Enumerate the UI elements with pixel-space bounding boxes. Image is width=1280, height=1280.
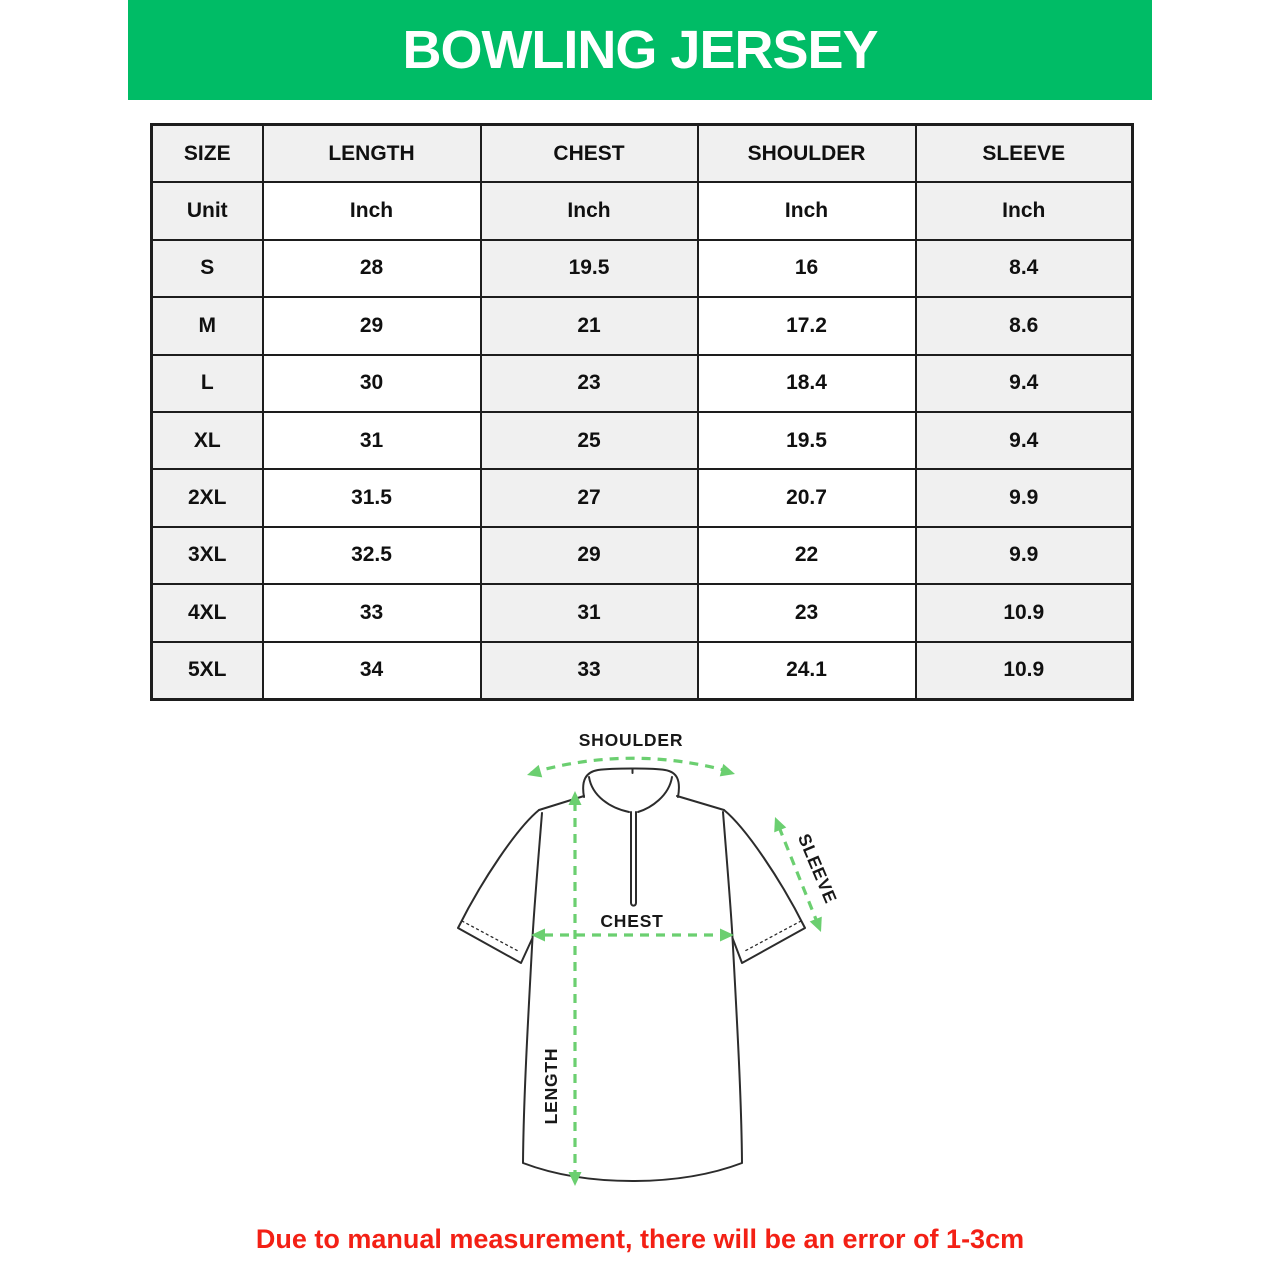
sleeve-label: SLEEVE bbox=[793, 830, 842, 907]
table-cell: 21 bbox=[481, 297, 698, 354]
shoulder-arrow bbox=[531, 758, 731, 773]
right-sleeve bbox=[724, 810, 805, 963]
table-cell: 9.9 bbox=[916, 527, 1133, 584]
table-cell: 27 bbox=[481, 469, 698, 526]
table-cell: 9.9 bbox=[916, 469, 1133, 526]
table-cell: 19.5 bbox=[698, 412, 916, 469]
column-header-sleeve: SLEEVE bbox=[916, 125, 1133, 183]
table-cell: 31 bbox=[263, 412, 481, 469]
table-row bbox=[152, 412, 1133, 469]
table-cell: 3XL bbox=[152, 527, 263, 584]
column-header-size: SIZE bbox=[152, 125, 263, 183]
table-cell: 33 bbox=[481, 642, 698, 700]
length-label: LENGTH bbox=[541, 1047, 561, 1125]
table-row bbox=[152, 584, 1133, 641]
table-cell: 4XL bbox=[152, 584, 263, 641]
table-cell: 10.9 bbox=[916, 584, 1133, 641]
table-cell: L bbox=[152, 355, 263, 412]
table-cell: 25 bbox=[481, 412, 698, 469]
title-banner bbox=[128, 0, 1152, 100]
table-cell: 16 bbox=[698, 240, 916, 297]
right-shoulder-seam bbox=[677, 796, 724, 810]
page-title: BOWLING JERSEY bbox=[402, 20, 878, 80]
table-cell: 24.1 bbox=[698, 642, 916, 700]
table-cell: M bbox=[152, 297, 263, 354]
table-cell: 22 bbox=[698, 527, 916, 584]
table-cell: 17.2 bbox=[698, 297, 916, 354]
measurement-disclaimer: Due to manual measurement, there will be an error of 1-3cm bbox=[255, 1224, 1025, 1254]
column-header-chest: CHEST bbox=[481, 125, 698, 183]
table-cell: Unit bbox=[152, 182, 263, 239]
table-cell: Inch bbox=[263, 182, 481, 239]
table-cell: 31.5 bbox=[263, 469, 481, 526]
shoulder-label: SHOULDER bbox=[578, 730, 684, 750]
arrowheads bbox=[525, 764, 827, 1186]
table-cell: 20.7 bbox=[698, 469, 916, 526]
table-cell: 31 bbox=[481, 584, 698, 641]
collar-inner-left bbox=[589, 777, 629, 812]
column-header-shoulder: SHOULDER bbox=[698, 125, 916, 183]
table-cell: 23 bbox=[481, 355, 698, 412]
measurement-arrows bbox=[531, 758, 817, 1174]
table-cell: 29 bbox=[263, 297, 481, 354]
table-cell: 18.4 bbox=[698, 355, 916, 412]
jersey-body bbox=[523, 812, 742, 1181]
table-row bbox=[152, 469, 1133, 526]
left-sleeve bbox=[458, 810, 539, 963]
table-cell: 2XL bbox=[152, 469, 263, 526]
jersey-outline bbox=[458, 769, 805, 1182]
table-cell: 5XL bbox=[152, 642, 263, 700]
table-cell: 19.5 bbox=[481, 240, 698, 297]
table-cell: 23 bbox=[698, 584, 916, 641]
table-row bbox=[152, 355, 1133, 412]
table-cell: 8.4 bbox=[916, 240, 1133, 297]
table-cell: 29 bbox=[481, 527, 698, 584]
zipper bbox=[631, 812, 636, 906]
table-cell: 34 bbox=[263, 642, 481, 700]
table-cell: 30 bbox=[263, 355, 481, 412]
table-cell: 10.9 bbox=[916, 642, 1133, 700]
table-cell: 9.4 bbox=[916, 412, 1133, 469]
table-cell: 28 bbox=[263, 240, 481, 297]
table-cell: 32.5 bbox=[263, 527, 481, 584]
table-cell: XL bbox=[152, 412, 263, 469]
unit-row bbox=[152, 182, 1133, 239]
header-row bbox=[152, 125, 1133, 183]
collar-inner-right bbox=[638, 777, 672, 812]
table-cell: 33 bbox=[263, 584, 481, 641]
table-cell: 8.6 bbox=[916, 297, 1133, 354]
table-cell: Inch bbox=[698, 182, 916, 239]
table-cell: S bbox=[152, 240, 263, 297]
table-cell: Inch bbox=[916, 182, 1133, 239]
table-row bbox=[152, 527, 1133, 584]
table-row bbox=[152, 240, 1133, 297]
table-cell: Inch bbox=[481, 182, 698, 239]
size-chart-table bbox=[150, 123, 1134, 701]
chest-label: CHEST bbox=[600, 911, 664, 931]
table-row bbox=[152, 642, 1133, 700]
table-cell: 9.4 bbox=[916, 355, 1133, 412]
column-header-length: LENGTH bbox=[263, 125, 481, 183]
jersey-measurement-diagram bbox=[420, 700, 880, 1210]
table-row bbox=[152, 297, 1133, 354]
